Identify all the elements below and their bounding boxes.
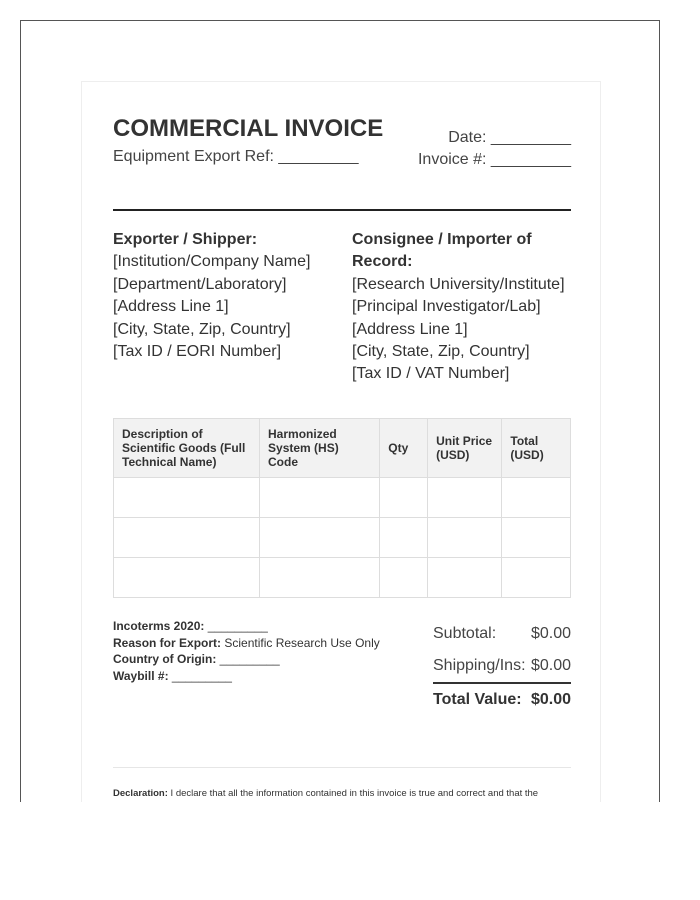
table-cell[interactable] — [114, 518, 260, 558]
subtotal-row — [433, 618, 571, 650]
shipping-terms — [113, 618, 380, 684]
declaration-label: Declaration: — [113, 788, 168, 799]
column-header-unit-price: Unit Price (USD) — [428, 419, 502, 478]
invoice-sheet — [81, 81, 601, 802]
table-cell[interactable] — [380, 558, 428, 598]
exporter-line: [Department/Laboratory] — [113, 275, 287, 293]
reason-label: Reason for Export: — [113, 635, 222, 650]
column-header-qty: Qty — [380, 419, 428, 478]
declaration-text — [113, 788, 571, 799]
consignee-line: [Principal Investigator/Lab] — [352, 298, 541, 316]
table-cell[interactable] — [428, 558, 502, 598]
consignee-line: [City, State, Zip, Country] — [352, 343, 530, 361]
exporter-line: [Institution/Company Name] — [113, 253, 311, 271]
table-row — [114, 478, 571, 518]
consignee-block — [352, 229, 572, 386]
column-header-hs-code: Harmonized System (HS) Code — [260, 419, 380, 478]
total-value-label: Total Value: — [433, 691, 522, 708]
goods-table — [113, 418, 571, 598]
invoice-meta — [418, 127, 571, 171]
table-cell[interactable] — [260, 558, 380, 598]
exporter-title: Exporter / Shipper: — [113, 231, 258, 248]
invoice-number-field: Invoice #: _________ — [417, 151, 571, 168]
table-cell[interactable] — [114, 478, 260, 518]
subtotal-value: $0.00 — [530, 625, 571, 642]
column-header-total: Total (USD) — [502, 419, 571, 478]
incoterms-value: _________ — [204, 619, 268, 633]
consignee-line: [Research University/Institute] — [352, 275, 565, 293]
invoice-header — [113, 115, 571, 175]
exporter-line: [Address Line 1] — [113, 298, 229, 316]
origin-label: Country of Origin: — [113, 652, 217, 666]
footer-divider — [113, 767, 571, 768]
waybill-value: _________ — [168, 668, 232, 683]
table-cell[interactable] — [502, 518, 571, 558]
table-cell[interactable] — [502, 478, 571, 518]
exporter-line: [Tax ID / EORI Number] — [113, 343, 282, 361]
totals-block — [433, 618, 571, 716]
waybill-field — [113, 668, 380, 685]
page-title: COMMERCIAL INVOICE — [113, 115, 384, 142]
consignee-title-cont: Record: — [352, 253, 413, 271]
table-cell[interactable] — [502, 558, 571, 598]
consignee-title: Consignee / Importer of — [352, 231, 532, 248]
page-frame — [20, 20, 660, 802]
table-cell[interactable] — [114, 558, 260, 598]
column-header-description: Description of Scientific Goods (Full Technical Name) — [114, 419, 260, 478]
table-cell[interactable] — [428, 478, 502, 518]
table-header-row — [114, 419, 571, 478]
origin-field — [113, 651, 380, 668]
header-divider — [113, 209, 571, 211]
shipping-label: Shipping/Ins: — [433, 657, 526, 674]
reason-value: Scientific Research Use Only — [221, 635, 380, 650]
subtotal-label: Subtotal: — [433, 625, 497, 642]
declaration-body: I declare that all the information contained in this invoice is true and correct and that the — [167, 788, 539, 799]
incoterms-label: Incoterms 2020: — [113, 619, 205, 633]
table-row — [114, 518, 571, 558]
origin-value: _________ — [216, 652, 280, 666]
waybill-label: Waybill #: — [113, 668, 169, 683]
table-cell[interactable] — [260, 518, 380, 558]
export-ref-field: Equipment Export Ref: _________ — [113, 148, 359, 165]
exporter-line: [City, State, Zip, Country] — [113, 320, 291, 338]
shipping-row — [433, 650, 571, 682]
table-cell[interactable] — [428, 518, 502, 558]
table-cell[interactable] — [380, 478, 428, 518]
table-cell[interactable] — [380, 518, 428, 558]
exporter-block — [113, 229, 333, 363]
consignee-line: [Tax ID / VAT Number] — [352, 365, 510, 383]
date-field: Date: _________ — [448, 129, 571, 146]
incoterms-field — [113, 618, 380, 635]
total-value-row — [433, 682, 571, 716]
consignee-line: [Address Line 1] — [352, 320, 468, 338]
table-cell[interactable] — [260, 478, 380, 518]
reason-field — [113, 635, 380, 652]
total-value-amount: $0.00 — [530, 691, 571, 708]
table-row — [114, 558, 571, 598]
shipping-value: $0.00 — [530, 657, 571, 674]
